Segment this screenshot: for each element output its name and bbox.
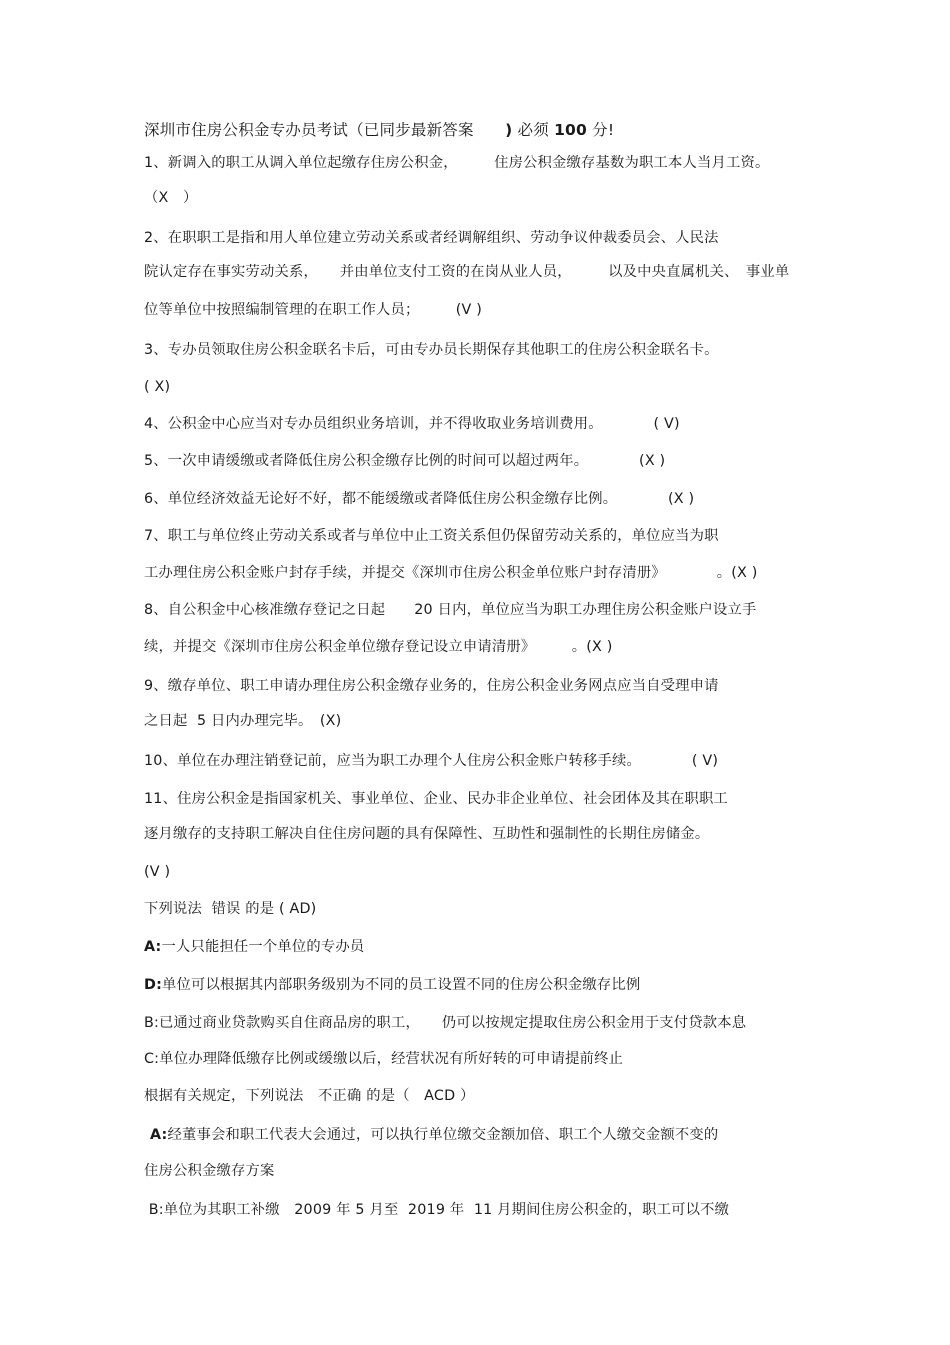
answer-11: (V ) [144,864,171,880]
question-9-line-1: 9、缴存单位、职工申请办理住房公积金缴存业务的，住房公积金业务网点应当自受理申请 [144,678,719,694]
answer-1: （X ） [144,190,198,206]
answer-3: ( X) [144,379,171,395]
option-d-text: 单位可以根据其内部职务级别为不同的员工设置不同的住房公积金缴存比例 [162,977,641,993]
option-d-label: D: [144,977,162,993]
option-c: C:单位办理降低缴存比例或缓缴以后，经营状况有所好转的可申请提前终止 [144,1051,624,1067]
option-a-label: A: [144,939,162,955]
option-a-text: 一人只能担任一个单位的专办员 [161,939,365,955]
title-end: 分! [587,121,615,139]
q2-option-b: B:单位为其职工补缴 2009 年 5 月至 2019 年 11 月期间住房公积金的，职工可以不缴 [144,1202,730,1218]
question-2-line-2: 院认定存在事实劳动关系， 并由单位支付工资的在岗从业人员， 以及中央直属机关、 事业单 [144,264,790,280]
question-11-line-1: 11、住房公积金是指国家机关、事业单位、企业、民办非企业单位、社会团体及其在职职工 [144,791,728,807]
question-8-line-1: 8、自公积金中心核准缴存登记之日起 20 日内，单位应当为职工办理住房公积金账户设立手 [144,602,757,618]
question-8-line-2: 续，并提交《深圳市住房公积金单位缴存登记设立申请清册》 。(X ) [144,639,613,655]
title-score: 100 [554,121,588,139]
question-10: 10、单位在办理注销登记前，应当为职工办理个人住房公积金账户转移手续。 ( V) [144,753,719,769]
question-7-line-1: 7、职工与单位终止劳动关系或者与单位中止工资关系但仍保留劳动关系的，单位应当为职 [144,528,719,544]
question-5: 5、一次申请缓缴或者降低住房公积金缴存比例的时间可以超过两年。 (X ) [144,453,666,469]
multi-question-1: 下列说法 错误 的是 ( AD) [144,901,317,917]
option-b: B:已通过商业贷款购买自住商品房的职工， 仍可以按规定提取住房公积金用于支付贷款本息 [144,1015,747,1031]
question-2-line-3: 位等单位中按照编制管理的在职工作人员； (V ) [144,302,483,318]
q2-option-a [150,1125,718,1145]
multi-question-2: 根据有关规定，下列说法 不正确 的是（ ACD ） [144,1088,475,1104]
question-11-line-2: 逐月缴存的支持职工解决自住住房问题的具有保障性、互助性和强制性的长期住房储金。 [144,826,710,842]
question-2-line-1: 2、在职职工是指和用人单位建立劳动关系或者经调解组织、劳动争议仲裁委员会、人民法 [144,230,719,246]
document-title [144,120,614,140]
option-a [144,937,364,957]
title-text: 深圳市住房公积金专办员考试（已同步最新答案 [144,121,506,139]
question-9-line-2: 之日起 5 日内办理完毕。 (X) [144,713,342,729]
q2-option-a-cont: 住房公积金缴存方案 [144,1163,275,1179]
question-4: 4、公积金中心应当对专办员组织业务培训，并不得收取业务培训费用。 ( V) [144,416,680,432]
question-7-line-2: 工办理住房公积金账户封存手续，并提交《深圳市住房公积金单位账户封存清册》 。(X ) [144,565,758,581]
question-6: 6、单位经济效益无论好不好，都不能缓缴或者降低住房公积金缴存比例。 (X ) [144,491,695,507]
question-1: 1、新调入的职工从调入单位起缴存住房公积金， 住房公积金缴存基数为职工本人当月工资。 [144,155,770,171]
q2-option-a-label: A: [150,1127,168,1143]
title-paren: ) [505,121,513,139]
q2-option-a-text: 经董事会和职工代表大会通过，可以执行单位缴交金额加倍、职工个人缴交金额不变的 [167,1127,719,1143]
title-mid: 必须 [512,121,555,139]
question-3: 3、专办员领取住房公积金联名卡后，可由专办员长期保存其他职工的住房公积金联名卡。 [144,342,719,358]
option-d [144,975,640,995]
